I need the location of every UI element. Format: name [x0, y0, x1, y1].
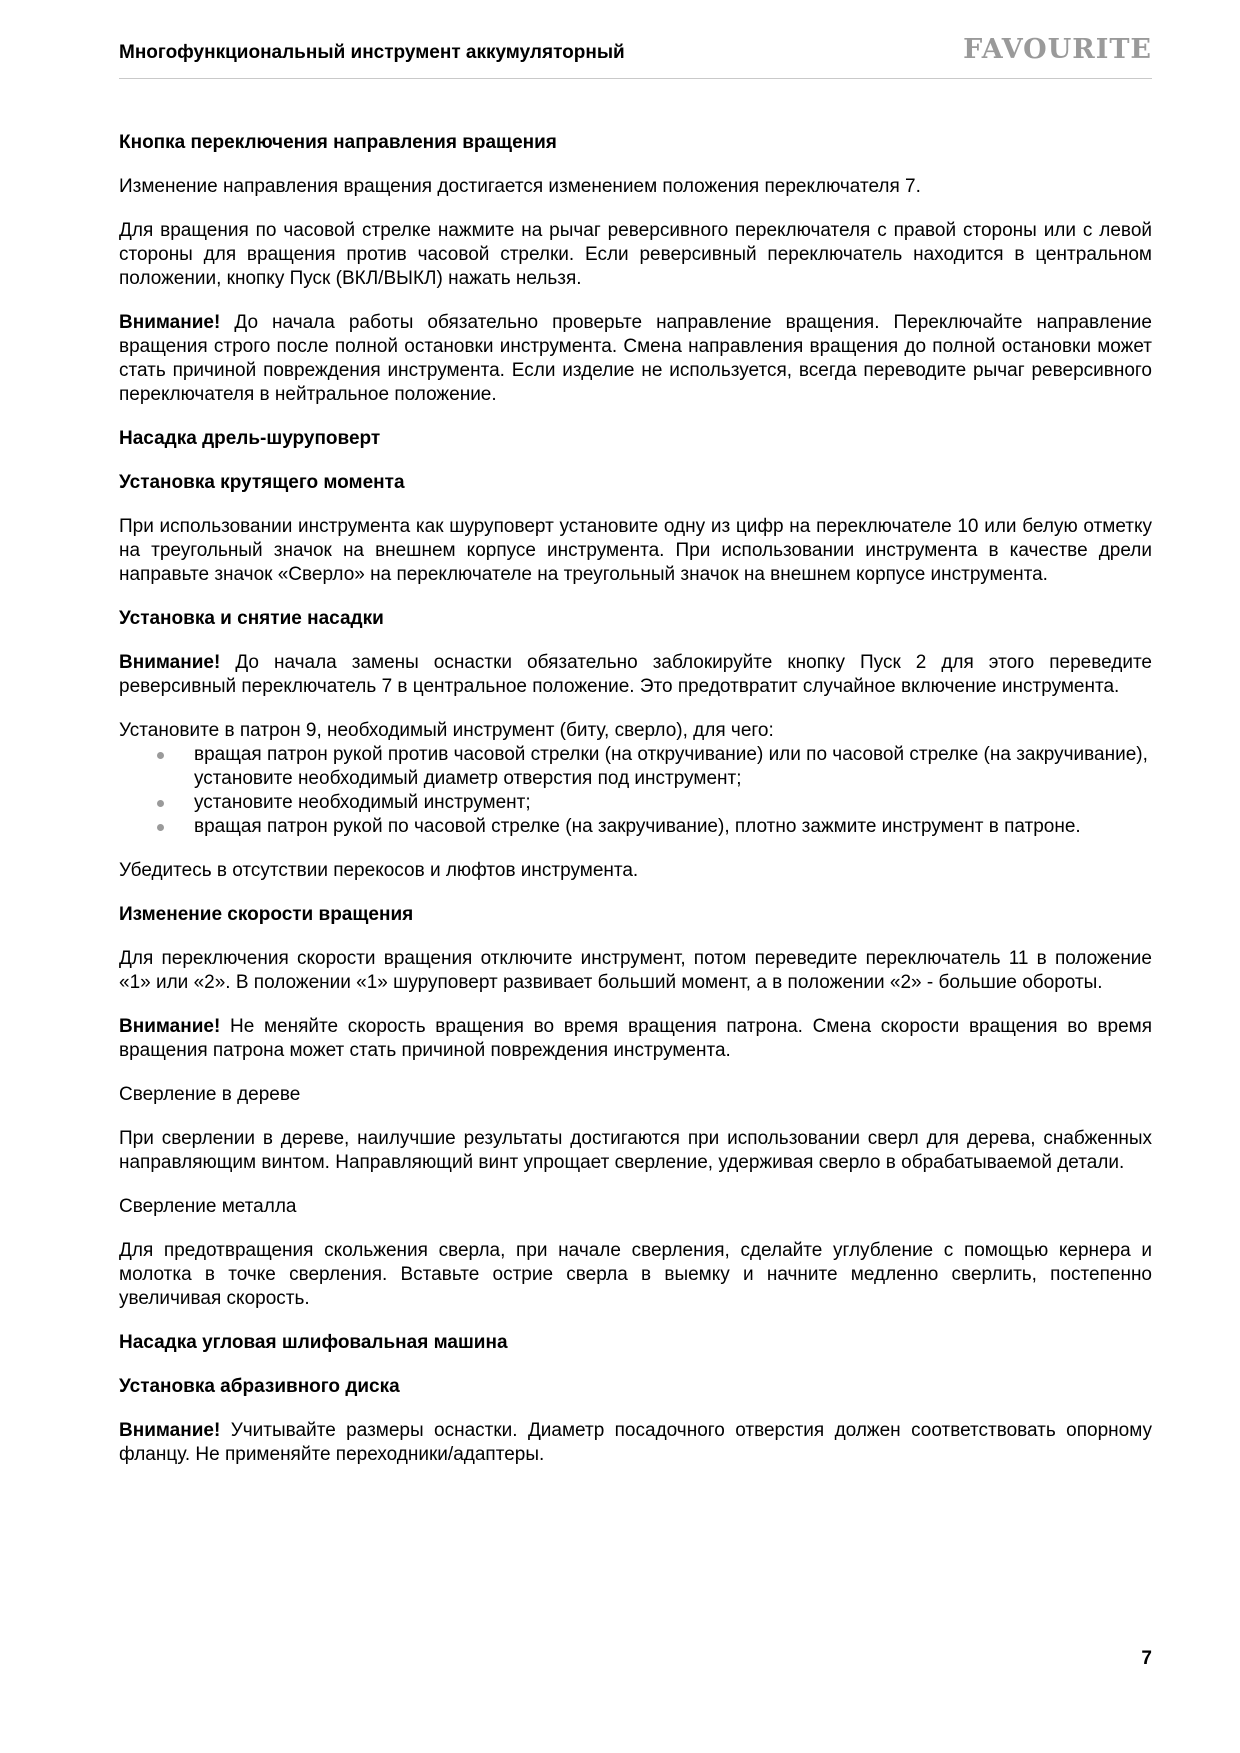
warning-label: Внимание! — [119, 652, 221, 673]
subheading-metal-drilling: Сверление металла — [119, 1196, 297, 1217]
bullet-icon — [157, 800, 164, 807]
warning-text: До начала замены оснастки обязательно заблокируйте кнопку Пуск 2 для этого переведите реверсивный переключатель 7 в центральное положение. Это предотвратит случайное включение инструмента. — [119, 652, 1152, 697]
warning-paragraph — [119, 1015, 1152, 1063]
warning-text: Не меняйте скорость вращения во время вращения патрона. Смена скорости вращения во время вращения патрона может стать причиной повреждения инструмента. — [119, 1016, 1152, 1061]
warning-paragraph — [119, 651, 1152, 699]
page-header — [119, 30, 1152, 79]
warning-label: Внимание! — [119, 312, 221, 333]
bullet-icon — [157, 752, 164, 759]
section-heading-drill-attachment: Насадка дрель-шуруповерт — [119, 428, 381, 449]
warning-text: До начала работы обязательно проверьте направление вращения. Переключайте направление вращения строго после полной остановки инструмента. Смена направления вращения до полной остановки может стать причиной повреждения инструмента. Если изделие не используется, всегда переводите рычаг реверсивного переключателя в нейтральное положение. — [119, 312, 1152, 405]
list-item: вращая патрон рукой против часовой стрелки (на откручивание) или по часовой стрелке (на закручивание), установите необходимый диаметр отверстия под инструмент; — [119, 743, 1152, 791]
page-number: 7 — [1141, 1648, 1152, 1669]
document-title: Многофункциональный инструмент аккумуляторный — [119, 42, 625, 63]
paragraph: При использовании инструмента как шуруповерт установите одну из цифр на переключателе 10 или белую отметку на треугольный значок на внешнем корпусе инструмента. При использовании инструмента в качестве дрели направьте значок «Сверло» на переключателе на треугольный значок на внешнем корпусе инструмента. — [119, 516, 1152, 585]
warning-text: Учитывайте размеры оснастки. Диаметр посадочного отверстия должен соответствовать опорному фланцу. Не применяйте переходники/адаптеры. — [119, 1420, 1152, 1465]
paragraph: Для предотвращения скольжения сверла, при начале сверления, сделайте углубление с помощью кернера и молотка в точке сверления. Вставьте острие сверла в выемку и начните медленно сверлить, постепенно увеличивая скорость. — [119, 1240, 1152, 1309]
paragraph: Убедитесь в отсутствии перекосов и люфтов инструмента. — [119, 860, 639, 881]
paragraph: Изменение направления вращения достигается изменением положения переключателя 7. — [119, 176, 921, 197]
section-heading-speed: Изменение скорости вращения — [119, 904, 414, 925]
paragraph: Установите в патрон 9, необходимый инструмент (биту, сверло), для чего: — [119, 720, 774, 741]
section-heading-rotation-direction: Кнопка переключения направления вращения — [119, 132, 557, 153]
paragraph: Для вращения по часовой стрелке нажмите на рычаг реверсивного переключателя с правой стороны или с левой стороны для вращения против часовой стрелки. Если реверсивный переключатель находится в центральном положении, кнопку Пуск (ВКЛ/ВЫКЛ) нажать нельзя. — [119, 220, 1152, 289]
list-item: вращая патрон рукой по часовой стрелке (на закручивание), плотно зажмите инструмент в патроне. — [119, 815, 1152, 839]
bullet-icon — [157, 824, 164, 831]
warning-label: Внимание! — [119, 1420, 221, 1441]
paragraph: При сверлении в дереве, наилучшие результаты достигаются при использовании сверл для дерева, снабженных направляющим винтом. Направляющий винт упрощает сверление, удерживая сверло в обрабатываемой детали. — [119, 1128, 1152, 1173]
section-heading-angle-grinder: Насадка угловая шлифовальная машина — [119, 1332, 508, 1353]
section-heading-abrasive-disc: Установка абразивного диска — [119, 1376, 400, 1397]
warning-paragraph — [119, 311, 1152, 407]
section-heading-bit-install: Установка и снятие насадки — [119, 608, 384, 629]
warning-paragraph — [119, 1419, 1152, 1467]
brand-logo: FAVOURITE — [963, 34, 1152, 65]
section-heading-torque: Установка крутящего момента — [119, 472, 405, 493]
warning-label: Внимание! — [119, 1016, 221, 1037]
page-content — [119, 131, 1152, 1487]
subheading-wood-drilling: Сверление в дереве — [119, 1084, 301, 1105]
paragraph: Для переключения скорости вращения отключите инструмент, потом переведите переключатель 11 в положение «1» или «2». В положении «1» шуруповерт развивает больший момент, а в положении «2» - большие обороты. — [119, 948, 1152, 993]
list-item: установите необходимый инструмент; — [119, 791, 1152, 815]
bullet-list — [119, 743, 1152, 839]
